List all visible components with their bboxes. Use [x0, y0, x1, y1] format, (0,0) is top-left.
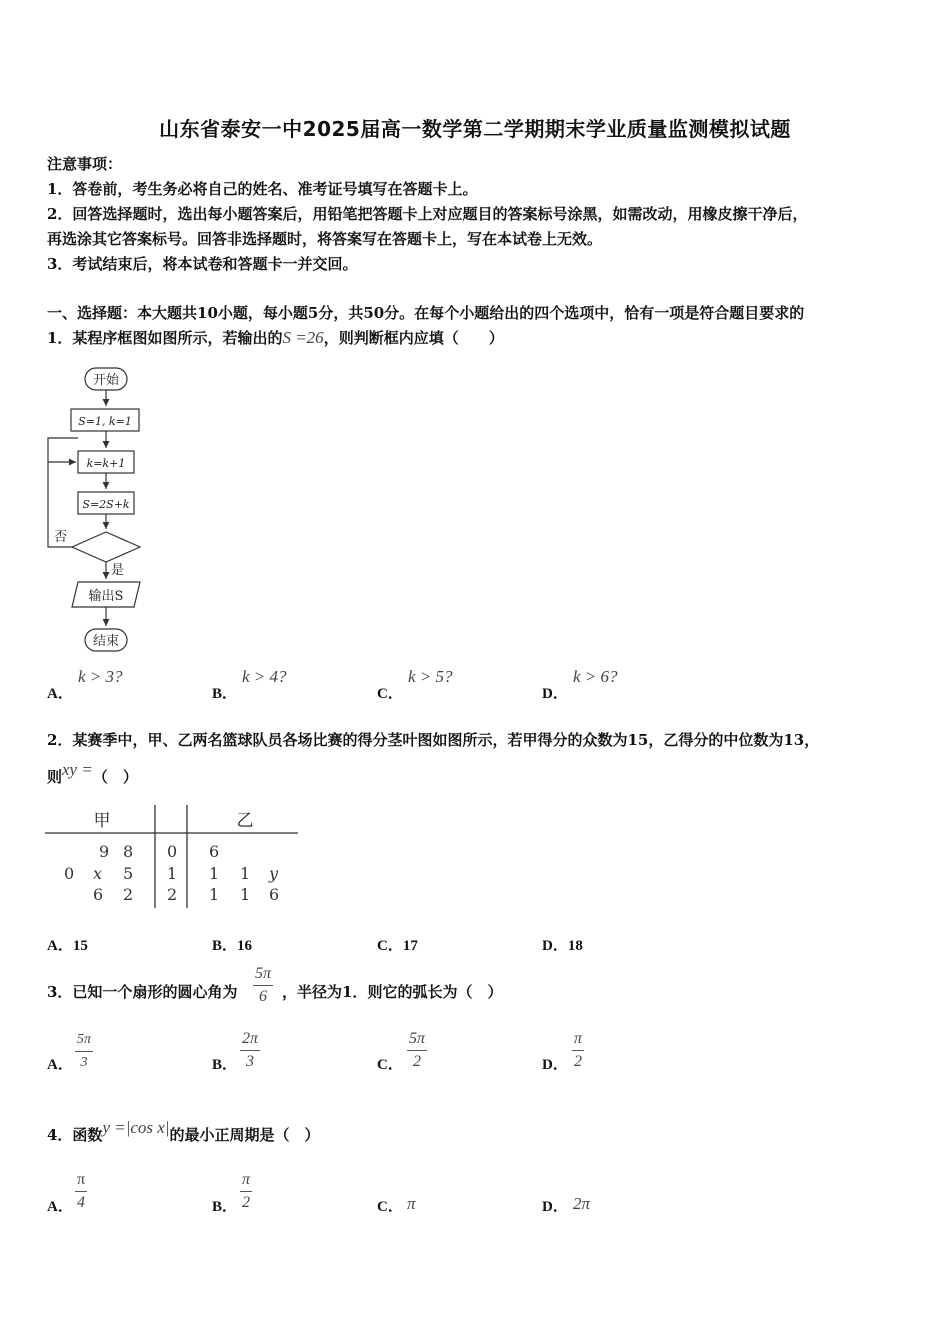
q1-option-b-label: B．	[212, 686, 238, 702]
leaf-left-x: x	[93, 864, 103, 883]
q1-option-b-value: k > 4?	[242, 667, 287, 686]
q2-stem-leaf-plot	[45, 800, 305, 915]
flow-start-label: 开始	[92, 373, 120, 388]
q2-prefix: 则	[47, 768, 63, 786]
q4-option-a-num: π	[77, 1171, 86, 1188]
flow-end-label: 结束	[92, 634, 120, 649]
q4-suffix: 的最小正周期是（ ）	[169, 1126, 320, 1144]
q1-option-c-label: C．	[377, 686, 403, 702]
leaf-right: 6	[209, 842, 220, 861]
flow-yes-label: 是	[111, 563, 125, 578]
q3-option-c-num: 5π	[409, 1030, 426, 1047]
q4-option-a-den: 4	[77, 1194, 86, 1211]
stem-value: 1	[167, 864, 178, 883]
q2-option-b	[212, 934, 252, 955]
q3-option-a-fraction	[75, 1031, 93, 1072]
exam-title: 山东省泰安一中2025届高一数学第二学期期末学业质量监测模拟试题	[159, 117, 791, 141]
q1-prefix: 1．某程序框图如图所示，若输出的	[47, 329, 283, 347]
q1-stem	[47, 327, 504, 348]
q1-suffix: ，则判断框内应填（ ）	[323, 329, 504, 347]
q2-stem-line2	[47, 760, 138, 787]
q2-option-a	[47, 934, 88, 955]
stem-value: 0	[167, 842, 178, 861]
q1-option-a-label: A．	[47, 686, 73, 702]
leaf-right: 1	[209, 864, 220, 883]
q2-option-a-value: 15	[72, 938, 88, 954]
q1-option-d-value: k > 6?	[573, 667, 618, 686]
q2-option-d	[542, 934, 583, 955]
notice-item-2-cont: 再选涂其它答案标号。回答非选择题时，将答案写在答题卡上，写在本试卷上无效。	[47, 230, 603, 248]
q3-option-b-num: 2π	[242, 1030, 259, 1047]
q3-option-d-label: D．	[542, 1057, 568, 1073]
leaf-right: 1	[240, 864, 251, 883]
q4-option-b-label: B．	[212, 1199, 238, 1215]
q2-option-d-value: 18	[567, 938, 583, 954]
q3-option-c-label: C．	[377, 1057, 403, 1073]
notice-item-2: 2．回答选择题时，选出每小题答案后，用铅笔把答题卡上对应题目的答案标号涂黑，如需改动，用橡皮擦干净后，	[47, 205, 808, 223]
notice-item-1: 1．答卷前，考生务必将自己的姓名、准考证号填写在答题卡上。	[47, 180, 478, 198]
leaf-right: 1	[240, 885, 251, 904]
q3-angle-num: 5π	[255, 965, 272, 982]
leaf-left: 6	[93, 885, 104, 904]
q2-option-c	[377, 934, 418, 955]
leaf-left: 8	[123, 842, 134, 861]
stemleaf-left-header: 甲	[93, 811, 111, 831]
leaf-right: 1	[209, 885, 220, 904]
q3-option-b-label: B．	[212, 1057, 238, 1073]
flow-init-label: S=1, k=1	[78, 415, 132, 428]
q1-option-a-value: k > 3?	[78, 667, 123, 686]
q2-option-c-value: 17	[402, 938, 418, 954]
notice-heading: 注意事项：	[47, 155, 123, 173]
leaf-left: 5	[123, 864, 134, 883]
section-heading: 一、选择题：本大题共10小题，每小题5分，共50分。在每个小题给出的四个选项中，恰有一项是符合题目要求的	[47, 304, 805, 322]
q3-option-d-num: π	[574, 1030, 583, 1047]
q4-option-a-fraction	[75, 1171, 87, 1212]
q4-math: y =|cos x|	[102, 1118, 170, 1137]
q3-option-c-fraction	[407, 1030, 427, 1071]
flow-decision-shape	[72, 532, 140, 562]
q1-flowchart	[40, 360, 160, 660]
flow-step1-label: k=k+1	[86, 457, 126, 470]
q3-option-d-fraction	[572, 1030, 584, 1071]
q2-option-b-label: B．	[212, 938, 238, 954]
q3-angle-fraction	[253, 965, 273, 1006]
q4-option-b-den: 2	[242, 1194, 250, 1211]
q4-stem	[47, 1118, 320, 1145]
q4-option-b-fraction	[240, 1171, 252, 1212]
q4-prefix: 4．函数	[47, 1126, 103, 1144]
q4-option-a-label: A．	[47, 1199, 73, 1215]
q3-option-d-den: 2	[574, 1053, 582, 1070]
q3-option-a-den: 3	[80, 1055, 88, 1070]
q2-option-b-value: 16	[237, 938, 253, 954]
notice-item-3: 3．考试结束后，将本试卷和答题卡一并交回。	[47, 255, 358, 273]
q3-option-b-den: 3	[246, 1053, 254, 1070]
q4-option-d-value: 2π	[573, 1194, 591, 1213]
q2-math: xy =	[62, 760, 93, 779]
q2-option-c-label: C．	[377, 938, 403, 954]
q1-math: S =26	[282, 328, 324, 347]
q1-option-c-value: k > 5?	[408, 667, 453, 686]
leaf-right: 6	[269, 885, 280, 904]
flow-step2-label: S=2S+k	[82, 498, 130, 511]
flow-output-label: 输出S	[88, 589, 124, 604]
leaf-right-y: y	[269, 864, 279, 883]
q3-angle-den: 6	[259, 988, 267, 1005]
q2-stem-line1: 2．某赛季中，甲、乙两名篮球队员各场比赛的得分茎叶图如图所示，若甲得分的众数为15，乙得分的中位数为13，	[47, 731, 820, 749]
q2-suffix: （ ）	[92, 768, 138, 786]
q4-option-c-value: π	[407, 1194, 416, 1213]
q4-option-c-label: C．	[377, 1199, 403, 1215]
q1-option-d-label: D．	[542, 686, 568, 702]
q3-prefix: 3．已知一个扇形的圆心角为	[47, 983, 238, 1001]
q3-option-a-num: 5π	[77, 1032, 92, 1047]
q3-option-b-fraction	[240, 1030, 260, 1071]
leaf-left: 0	[64, 864, 75, 883]
q2-option-a-label: A．	[47, 938, 73, 954]
stemleaf-right-header: 乙	[236, 811, 254, 831]
q2-option-d-label: D．	[542, 938, 568, 954]
stem-value: 2	[167, 885, 178, 904]
q3-option-a-label: A．	[47, 1057, 73, 1073]
leaf-left: 9	[99, 842, 110, 861]
q4-option-d-label: D．	[542, 1199, 568, 1215]
leaf-left: 2	[123, 885, 134, 904]
q3-suffix: ，半径为1．则它的弧长为（ ）	[282, 983, 503, 1001]
q3-option-c-den: 2	[413, 1053, 421, 1070]
flow-no-label: 否	[54, 530, 68, 545]
q4-option-b-num: π	[242, 1171, 251, 1188]
